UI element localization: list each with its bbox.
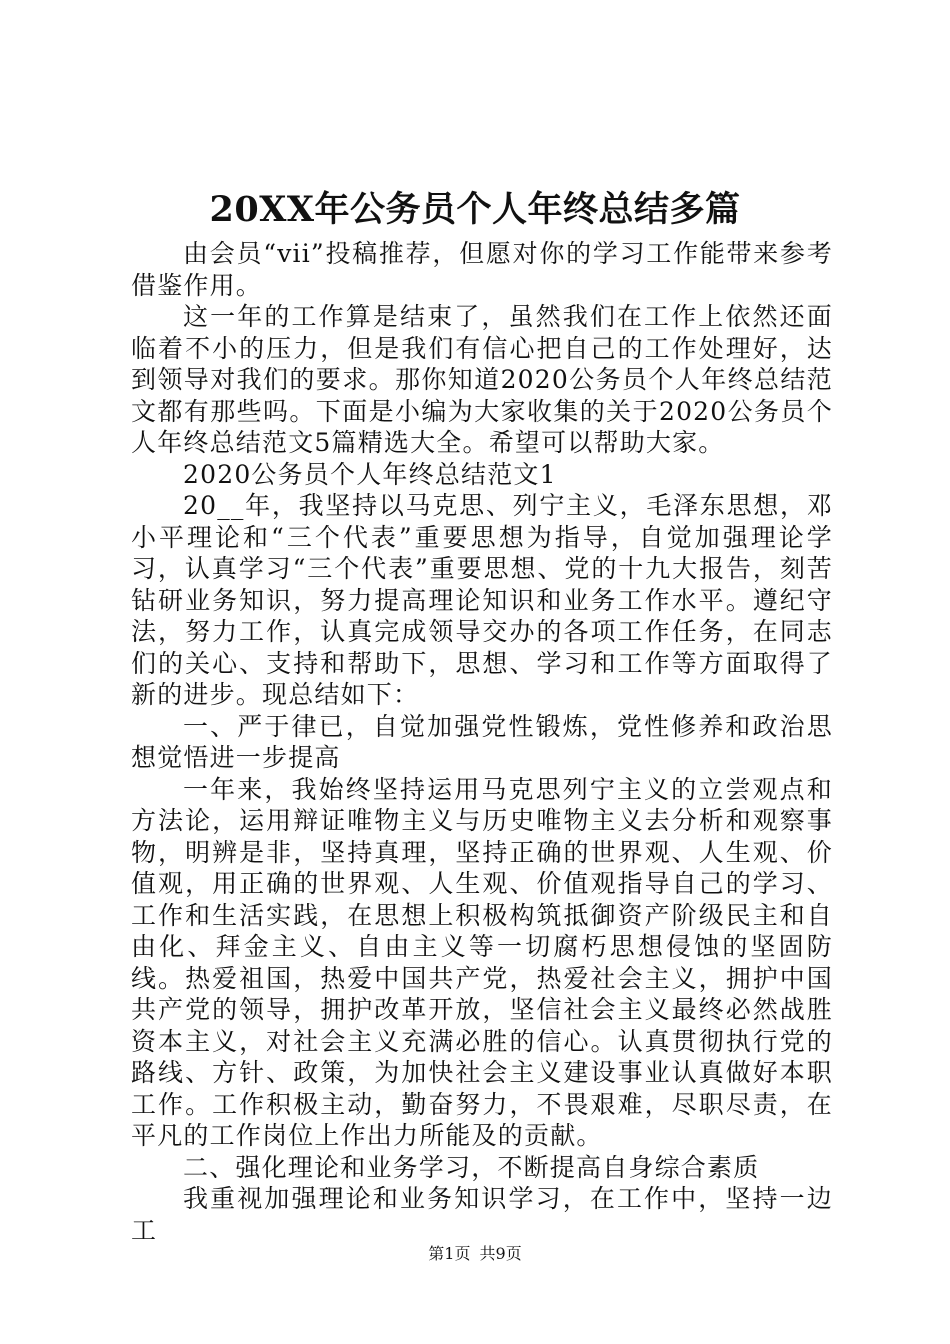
document-body xyxy=(131,238,833,1246)
page-footer xyxy=(0,1243,950,1265)
body-paragraph: 一年来，我始终坚持运用马克思列宁主义的立尝观点和方法论，运用辩证唯物主义与历史唯物主义去分析和观察事物，明辨是非，坚持真理，坚持正确的世界观、人生观、价值观，用正确的世界观、人生观、价值观指导自己的学习、工作和生活实践，在思想上积极构筑抵御资产阶级民主和自由化、拜金主义、自由主义等一切腐朽思想侵蚀的坚固防线。热爱祖国，热爱中国共产党，热爱社会主义，拥护中国共产党的领导，拥护改革开放，坚信社会主义最终必然战胜资本主义，对社会主义充满必胜的信心。认真贯彻执行党的路线、方针、政策，为加快社会主义建设事业认真做好本职工作。工作积极主动，勤奋努力，不畏艰难，尽职尽责，在平凡的工作岗位上作出力所能及的贡献。 xyxy=(131,774,833,1150)
intro-paragraph: 由会员“vii”投稿推荐，但愿对你的学习工作能带来参考借鉴作用。 xyxy=(131,239,833,300)
subsection-heading: 一、严于律已，自觉加强党性锻炼，党性修养和政治思想觉悟进一步提高 xyxy=(131,711,833,772)
page-total: 共9页 xyxy=(479,1244,522,1263)
body-paragraph: 20__年，我坚持以马克思、列宁主义，毛泽东思想，邓小平理论和“三个代表”重要思想为指导，自觉加强理论学习，认真学习“三个代表”重要思想、党的十九大报告，刻苦钻研业务知识，努力提高理论知识和业务工作水平。遵纪守法，努力工作，认真完成领导交办的各项工作任务，在同志们的关心、支持和帮助下，思想、学习和工作等方面取得了新的进步。现总结如下： xyxy=(131,491,833,709)
page-number: 第1页 xyxy=(428,1244,471,1263)
body-paragraph: 这一年的工作算是结束了，虽然我们在工作上依然还面临着不小的压力，但是我们有信心把自己的工作处理好，达到领导对我们的要求。那你知道2020公务员个人年终总结范文都有那些吗。下面是小编为大家收集的关于2020公务员个人年终总结范文5篇精选大全。希望可以帮助大家。 xyxy=(131,302,833,457)
document-title: 20XX年公务员个人年终总结多篇 xyxy=(209,189,741,230)
subsection-heading: 二、强化理论和业务学习，不断提高自身综合素质 xyxy=(183,1152,760,1182)
body-paragraph: 我重视加强理论和业务知识学习，在工作中，坚持一边工 xyxy=(131,1184,833,1245)
section-heading: 2020公务员个人年终总结范文1 xyxy=(183,459,557,489)
